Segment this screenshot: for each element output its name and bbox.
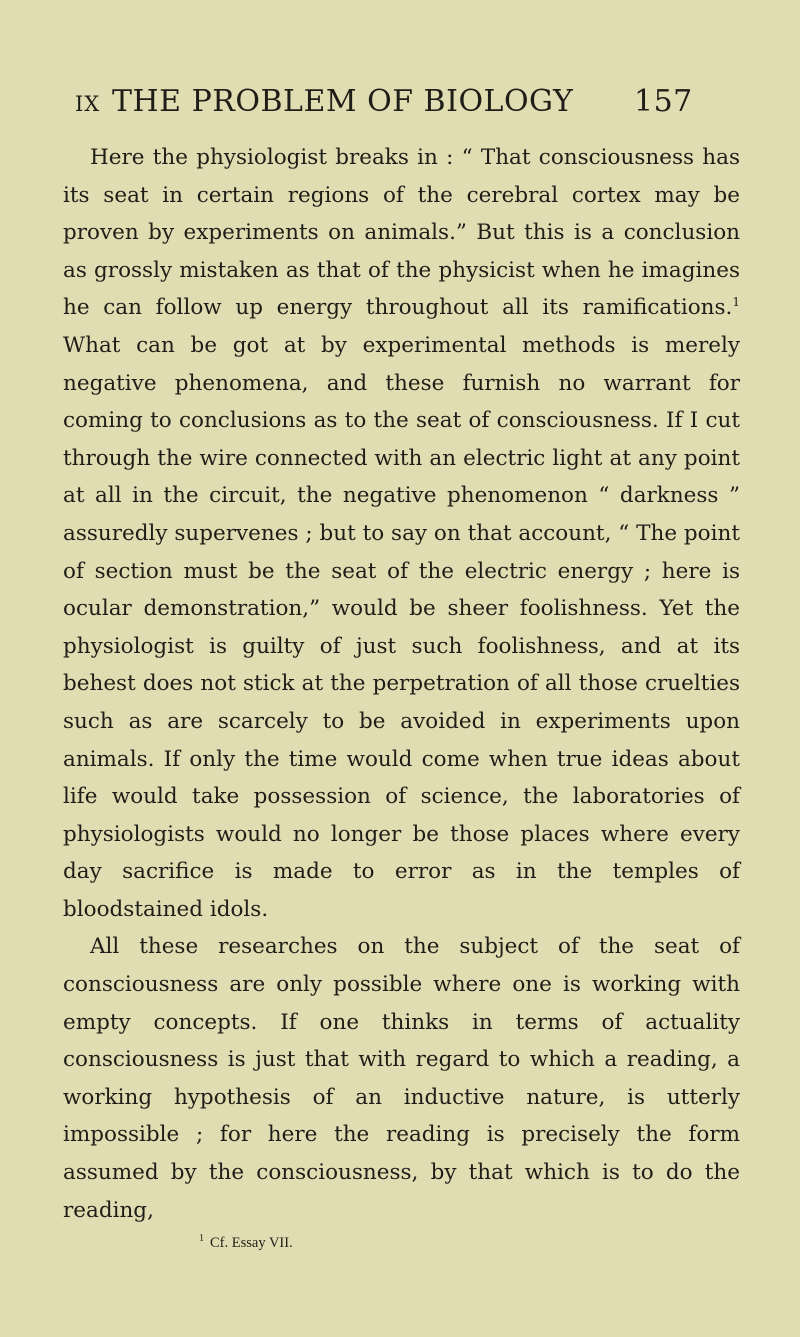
paragraph-1-text-a: Here the physiologist breaks in : “ That consciousness has its seat in certain regions of the cerebral cortex may be proven by experiments on animals.” But this is a conclusion as grossly mistaken as that of the physicist when he imagines he can follow up energy throughout all its ramifications.: [63, 145, 740, 321]
footnote-text: Cf. Essay VII.: [210, 1235, 293, 1252]
paragraph-1: [63, 139, 740, 928]
book-page: [63, 78, 740, 1252]
page-number: 157: [634, 84, 693, 119]
running-title: THE PROBLEM OF BIOLOGY: [112, 84, 574, 119]
footnote: [63, 1233, 740, 1252]
paragraph-2: All these researches on the subject of the seat of consciousness are only possible where one is working with empty concepts. If one thinks in terms of actuality consciousness is just that with regard to which a reading, a working hypothesis of an inductive nature, is utterly impossible ; for here the reading is precisely the form assumed by the consciousness, by that which is to do the reading,: [63, 934, 740, 1223]
footnote-reference: 1: [732, 295, 740, 310]
chapter-number: IX: [75, 92, 101, 116]
footnote-marker: 1: [199, 1233, 204, 1245]
body-text: [63, 139, 740, 1229]
running-header: [63, 78, 740, 132]
paragraph-1-text-b: What can be got at by experimental methods is merely negative phenomena, and these furnish no warrant for coming to conclusions as to the seat of consciousness. If I cut through the wire connected with an electric light at any point at all in the circuit, the negative phenomenon “ darkness ” assuredly supervenes ; but to say on that account, “ The point of section must be the seat of the electric energy ; here is ocular demonstration,” would be sheer foolishness. Yet the physiologist is guilty of just such foolishness, and at its behest does not stick at the perpetration of all those cruelties such as are scarcely to be avoided in experiments upon animals. If only the time would come when true ideas about life would take possession of science, the laboratories of physiologists would no longer be those places where every day sacrifice is made to error as in the temples of bloodstained idols.: [63, 332, 740, 922]
